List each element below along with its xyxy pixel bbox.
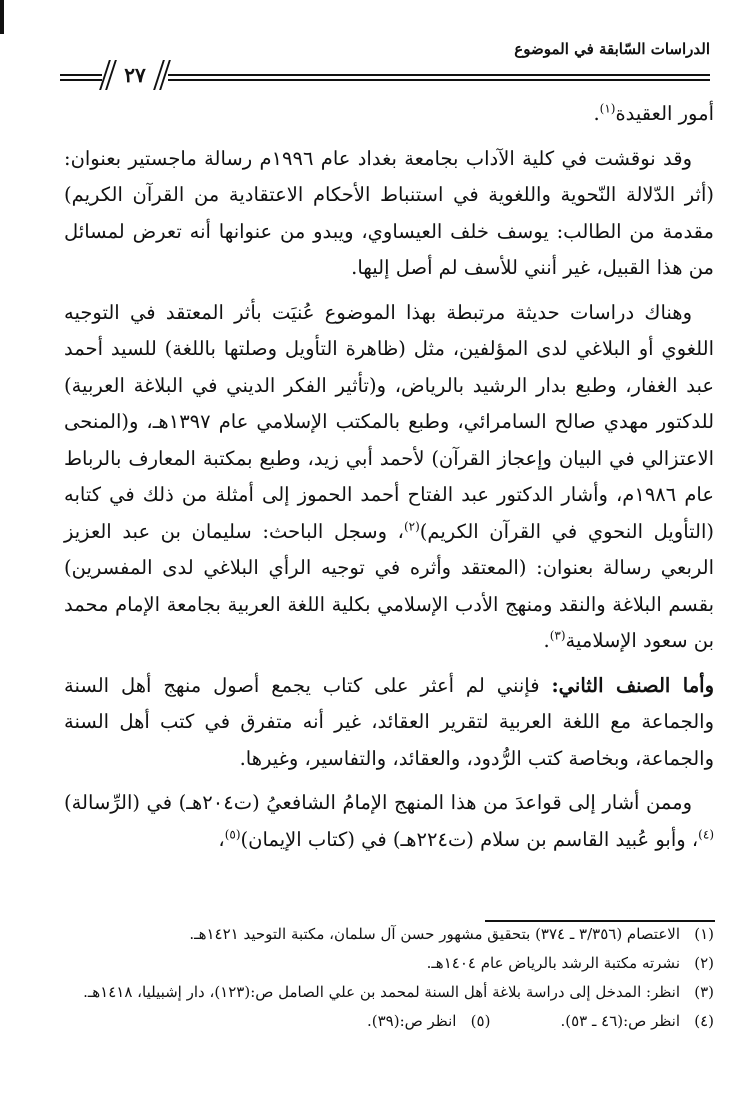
paragraph [64,96,714,133]
paragraph-text: فإنني لم أعثر على كتاب يجمع أصول منهج أهل السنة والجماعة مع اللغة العربية لتقرير العقائد، غير أنه متفرق في كتب أهل السنة والجماعة، وبخاصة كتب الرُّدود، والعقائد، والتفاسير، وغيرها. [64,673,714,770]
footnote-ref: (٥) [224,827,241,841]
footnote-text: انظر: المدخل إلى دراسة بلاغة أهل السنة لمحمد بن علي الصامل ص:(١٢٣)، دار إشبيليا، ١٤١٨هـ. [83,983,680,1001]
footnote-row [64,1007,714,1036]
punctuation: ، [218,827,225,851]
footnote-text: انظر ص:(٣٩). [366,1012,457,1030]
section-lead: وأما الصنف الثاني: [551,673,715,697]
running-header [60,40,710,96]
footnote [64,920,714,949]
punctuation: . [593,102,600,125]
footnote [64,978,714,1007]
paragraph: وقد نوقشت في كلية الآداب بجامعة بغداد عام ١٩٩٦م رسالة ماجستير بعنوان: (أثر الدّلالة النّحوية واللغوية في استنباط الأحكام الاعتقادية من القرآن الكريم) مقدمة من الطالب: يوسف خلف العيساوي، ويبدو من عنوانها أنه تعرض لمسائل من هذا القبيل، غير أنني للأسف لم أصل إليها. [64,146,714,279]
paragraph-text: ، وأبو عُبيد القاسم بن سلام (ت٢٢٤هـ) في (كتاب الإيمان) [240,827,699,851]
footnote-ref: (٤) [698,827,714,841]
paragraph-text: أمور العقيدة [615,102,714,125]
footnotes [64,920,714,1036]
footnote-number: (٥) [470,1012,491,1030]
footnote-number: (٢) [694,954,714,972]
footnote [560,1007,714,1036]
footnote-text: الاعتصام (٣/٣٥٦ ـ ٣٧٤) بتحقيق مشهور حسن آل سلمان، مكتبة التوحيد ١٤٢١هـ. [189,925,680,943]
footnote [367,1007,490,1036]
page-edge-mark [0,0,4,34]
paragraph-text: ، وسجل الباحث: سليمان بن عبد العزيز الربعي رسالة بعنوان: (المعتقد وأثره في توجيه الرأي البلاغي لدى المفسرين) بقسم البلاغة والنقد ومنهج الأدب الإسلامي بكلية اللغة العربية بجامعة الإمام محمد بن سعود الإسلامية [64,519,714,652]
paragraph-text: وممن أشار إلى قواعدَ من هذا المنهج الإمامُ الشافعيُ (ت٢٠٤هـ) في (الرِّسالة) [64,791,693,814]
footnote-number: (٤) [694,1012,714,1030]
paragraph [64,295,714,660]
footnote-number: (١) [694,925,714,943]
footnote-text: انظر ص:(٤٦ ـ ٥٣). [560,1012,680,1030]
main-text [64,96,714,866]
footnote-ref: (١) [599,101,616,116]
page-number: ٢٧ [124,63,146,87]
header-title: الدراسات السّابقة في الموضوع [514,40,710,58]
punctuation: . [543,629,550,652]
footnote-number: (٣) [694,983,714,1001]
footnote-ref: (٣) [549,628,566,643]
footnote [64,949,714,978]
paragraph [64,785,714,858]
page-number-box [102,60,168,90]
footnote-text: نشرته مكتبة الرشد بالرياض عام ١٤٠٤هـ. [426,954,680,972]
paragraph [64,668,714,778]
paragraph-text: وهناك دراسات حديثة مرتبطة بهذا الموضوع عُنيَت بأثر المعتقد في التوجيه اللغوي أو البلاغي لدى المؤلفين، مثل (ظاهرة التأويل وصلتها باللغة) للسيد أحمد عبد الغفار، وطبع بدار الرشيد بالرياض، و(تأثير الفكر الديني في البلاغة العربية) للدكتور مهدي صالح السامرائي، وطبع بالمكتب الإسلامي عام ١٣٩٧هـ، و(المنحى الاعتزالي في البيان وإعجاز القرآن) لأحمد أبي زيد، وطبع بمكتبة المعارف بالرباط عام ١٩٨٦م، وأشار الدكتور عبد الفتاح أحمد الحموز إلى أمثلة من ذلك في كتابه (التأويل النحوي في القرآن الكريم) [64,300,715,543]
footnote-ref: (٢) [403,519,420,533]
